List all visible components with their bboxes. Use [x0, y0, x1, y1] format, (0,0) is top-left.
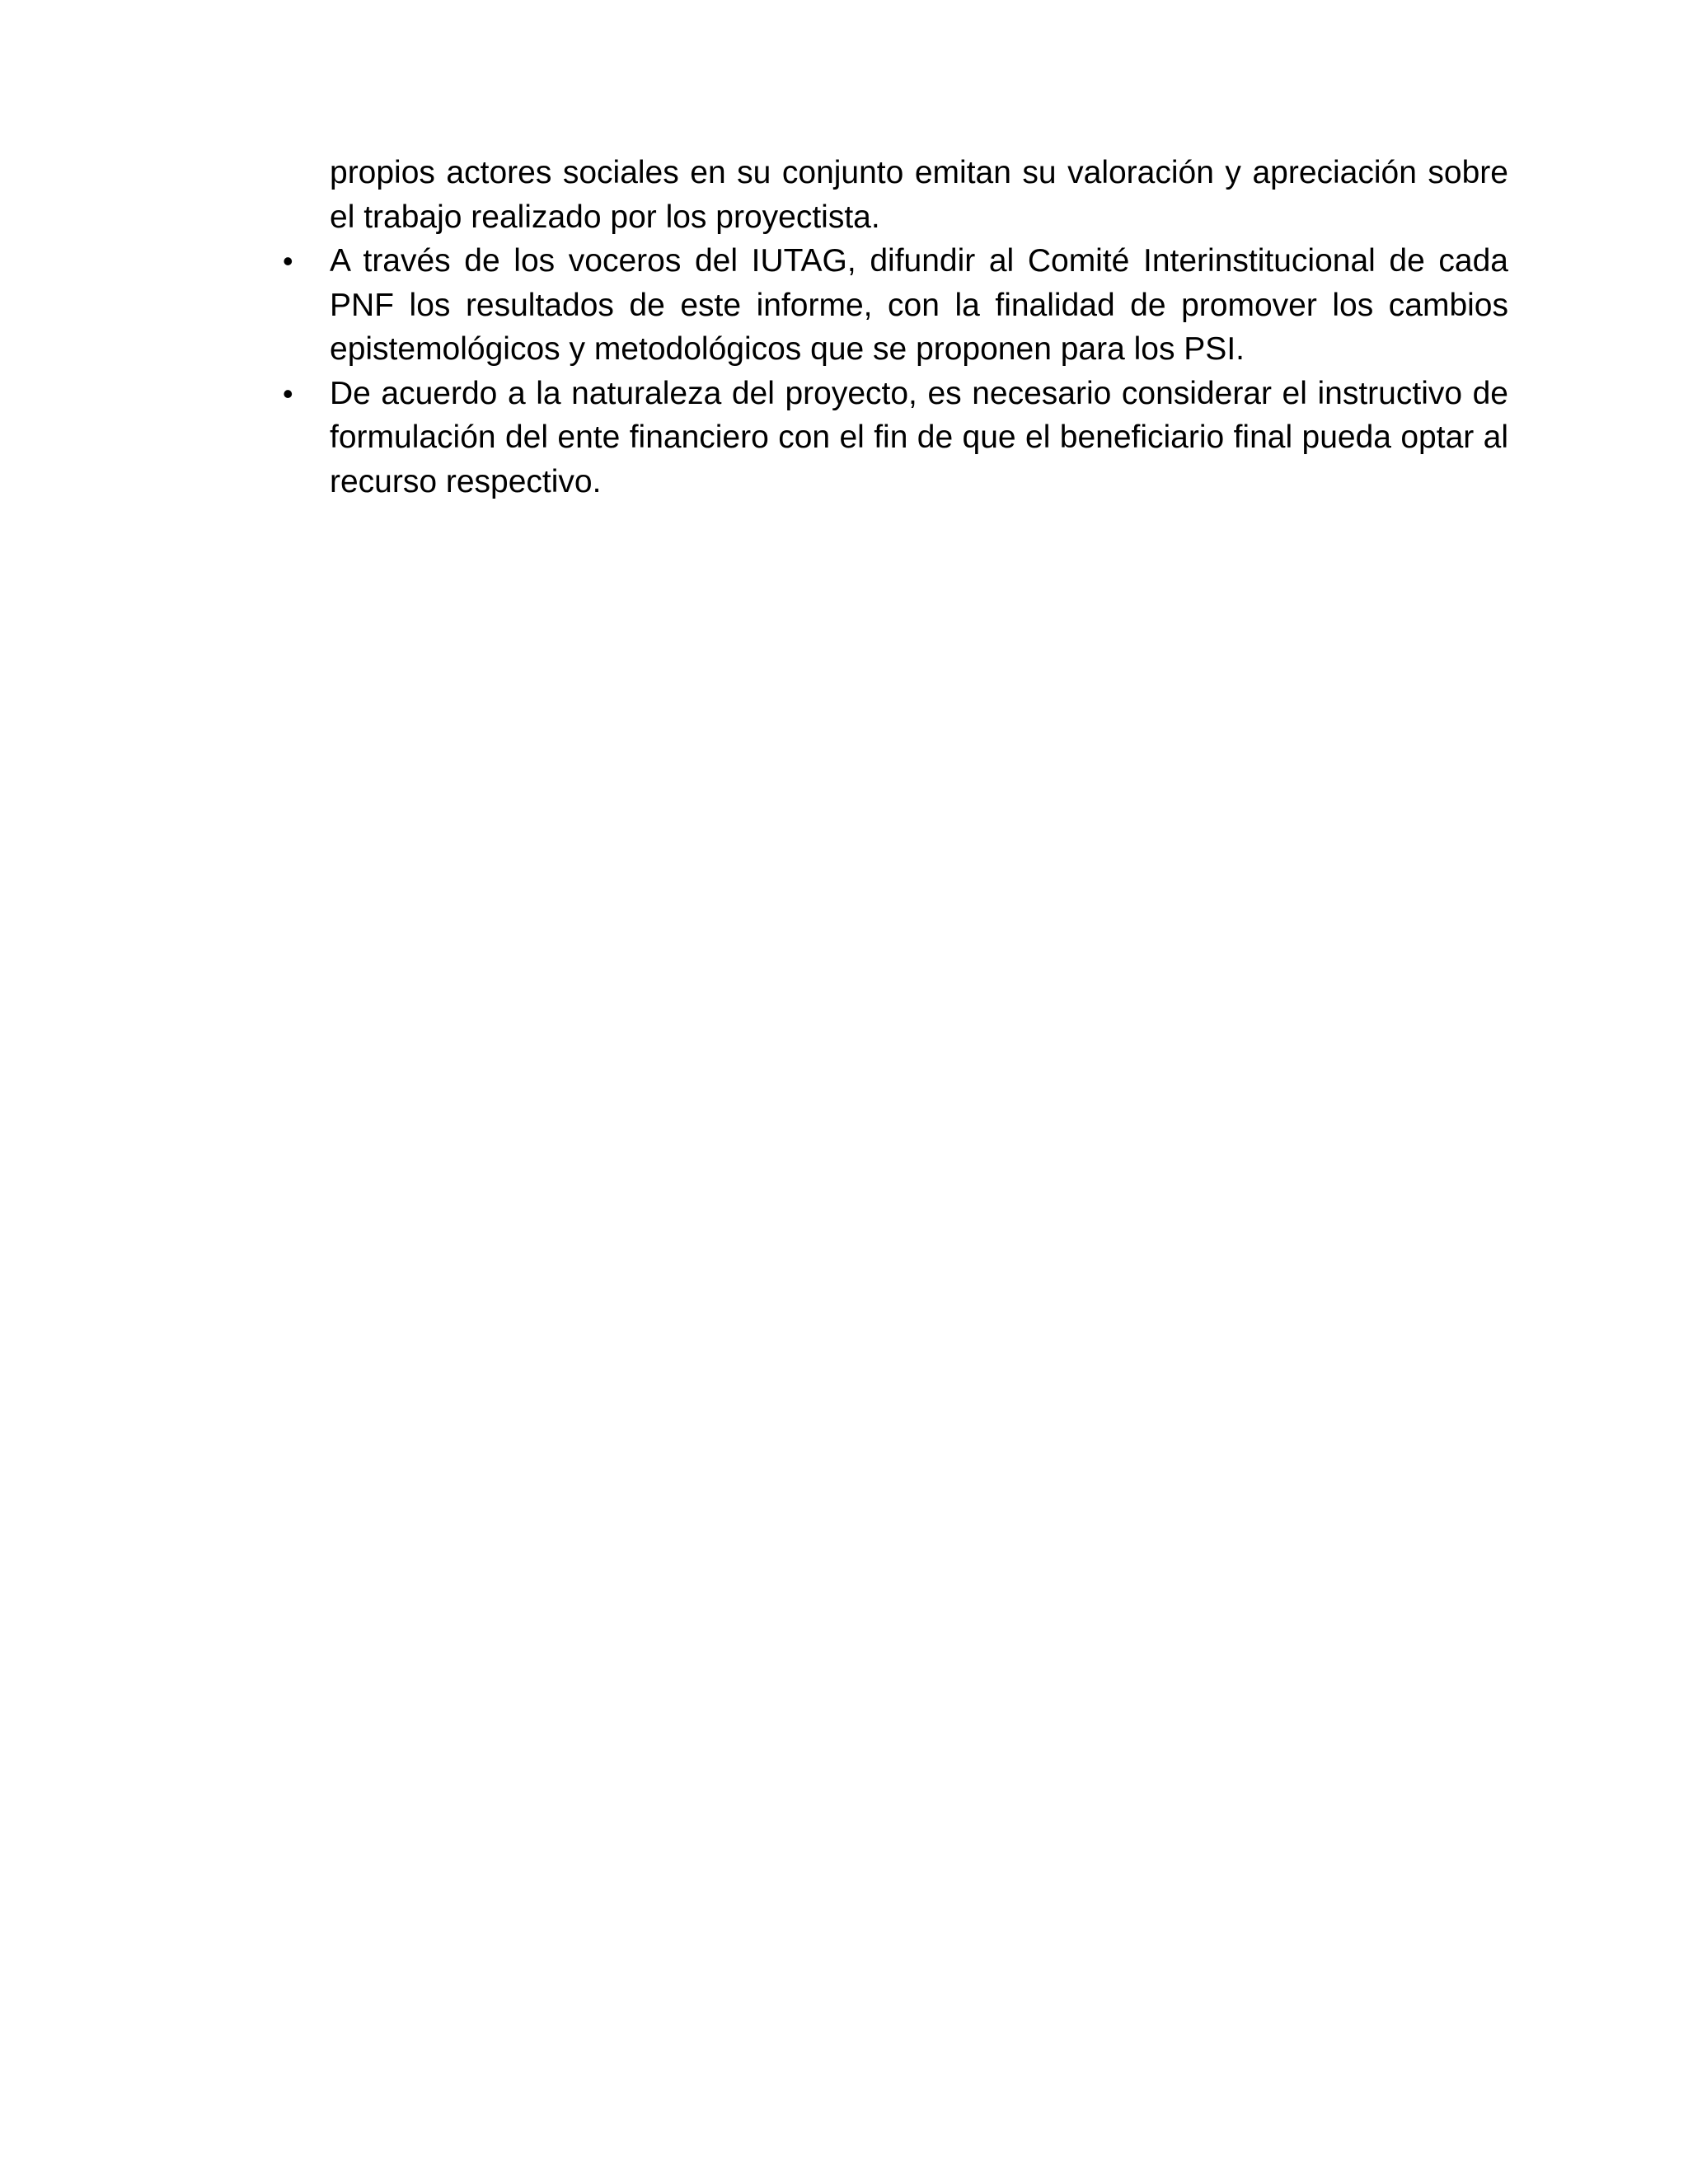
- list-item-text: A través de los voceros del IUTAG, difundir al Comité Interinstitucional de cada PNF los resultados de este informe, con la finalidad de promover los cambios epistemológicos y metodológicos que se proponen para los PSI.: [330, 243, 1508, 367]
- bullet-icon: •: [283, 244, 293, 278]
- list-item: [283, 372, 1508, 504]
- page-body: [283, 151, 1508, 504]
- recommendations-list: [283, 239, 1508, 504]
- continuation-paragraph: propios actores sociales en su conjunto emitan su valoración y apreciación sobre el trabajo realizado por los proyectista.: [330, 155, 1508, 235]
- bullet-icon: •: [283, 376, 293, 410]
- list-item-text: De acuerdo a la naturaleza del proyecto, es necesario considerar el instructivo de formulación del ente financiero con el fin de que el beneficiario final pueda optar al recurso respectivo.: [330, 375, 1508, 499]
- list-item: [283, 239, 1508, 372]
